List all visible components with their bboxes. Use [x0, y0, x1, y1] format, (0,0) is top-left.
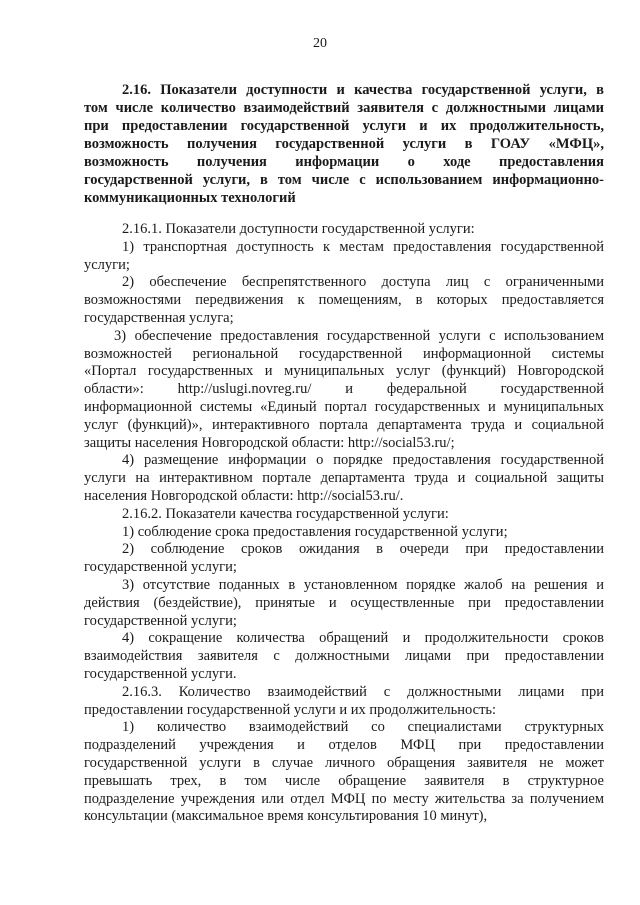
paragraph-line: информационной системы «Единый портал государственных и муниципальных: [84, 398, 604, 415]
paragraph: [84, 274, 604, 327]
paragraph-line: 3) обеспечение предоставления государственной услуги с использованием: [114, 327, 604, 344]
paragraph: [84, 328, 604, 453]
heading-line: 2.16. Показатели доступности и качества государственной услуги, в: [122, 82, 604, 98]
paragraph-line: «Портал государственных и муниципальных услуг (функций) Новгородской: [84, 363, 604, 380]
paragraph: [84, 541, 604, 577]
paragraph: [84, 630, 604, 683]
paragraph-line: 2.16.3. Количество взаимодействий с должностными лицами при: [122, 683, 604, 700]
heading-line: при предоставлении государственной услуги и их продолжительность,: [84, 118, 604, 134]
heading-line: коммуникационных технологий: [84, 190, 296, 206]
paragraph-line: действия (бездействие), принятые и осуществленные при предоставлении: [84, 594, 604, 611]
paragraph-line: государственной услуги;: [84, 559, 237, 576]
paragraph-line: услуги на интерактивном портале департамента труда и социальной защиты: [84, 470, 604, 487]
page-number: 20: [313, 36, 327, 51]
paragraph: [84, 452, 604, 505]
paragraph-line: возможностей региональной государственной информационной системы: [84, 345, 604, 362]
paragraph-line: услуг (функций)», интерактивного портала департамента труда и социальной: [84, 416, 604, 433]
paragraph: [84, 524, 604, 542]
paragraph-line: консультации (максимальное время консультирования 10 минут),: [84, 808, 488, 825]
section-body: [84, 221, 604, 826]
paragraph-line: 4) размещение информации о порядке предоставления государственной: [122, 452, 604, 469]
paragraph-line: превышать трех, в том числе обращение заявителя в структурное: [84, 772, 604, 789]
paragraph-line: взаимодействия заявителя с должностными лицами при предоставлении: [84, 648, 604, 665]
section-heading: [84, 81, 604, 207]
paragraph: [84, 577, 604, 630]
paragraph-line: услуги;: [84, 256, 130, 273]
paragraph-line: 2) обеспечение беспрепятственного доступа лиц с ограниченными: [122, 274, 604, 291]
paragraph-line: области»: http://uslugi.novreg.ru/ и федеральной государственной: [84, 381, 604, 398]
paragraph-line: государственной услуги в случае личного обращения заявителя не может: [84, 754, 604, 771]
heading-line: том числе количество взаимодействий заявителя с должностными лицами: [84, 100, 604, 116]
paragraph-line: государственной услуги;: [84, 612, 237, 629]
paragraph-line: защиты населения Новгородской области: http://social53.ru/;: [84, 434, 455, 451]
paragraph-line: 2.16.2. Показатели качества государственной услуги:: [122, 505, 449, 522]
paragraph-line: подразделение учреждения или отдел МФЦ по месту жительства за получением: [84, 790, 604, 807]
paragraph: [84, 221, 604, 239]
paragraph-line: 4) сокращение количества обращений и продолжительности сроков: [122, 630, 604, 647]
paragraph: [84, 506, 604, 524]
paragraph-line: 2) соблюдение сроков ожидания в очереди при предоставлении: [122, 541, 604, 558]
paragraph-line: подразделений учреждения и отделов МФЦ при предоставлении: [84, 737, 604, 754]
paragraph: [84, 719, 604, 826]
paragraph-line: 3) отсутствие поданных в установленном порядке жалоб на решения и: [122, 576, 604, 593]
paragraph-line: 1) соблюдение срока предоставления государственной услуги;: [122, 523, 508, 540]
paragraph-line: возможностями передвижения к помещениям, в которых предоставляется: [84, 292, 604, 309]
paragraph-line: населения Новгородской области: http://social53.ru/.: [84, 487, 404, 504]
paragraph-line: 1) количество взаимодействий со специалистами структурных: [122, 719, 604, 736]
paragraph-line: государственной услуги.: [84, 665, 237, 682]
heading-line: возможность получения информации о ходе предоставления: [84, 154, 604, 170]
paragraph-line: 1) транспортная доступность к местам предоставления государственной: [122, 238, 604, 255]
paragraph-line: государственная услуга;: [84, 309, 234, 326]
paragraph: [84, 684, 604, 720]
paragraph-line: 2.16.1. Показатели доступности государственной услуги:: [122, 221, 475, 237]
heading-line: государственной услуги, в том числе с использованием информационно-: [84, 172, 604, 188]
heading-line: возможность получения государственной услуги в ГОАУ «МФЦ»,: [84, 136, 604, 152]
paragraph: [84, 239, 604, 275]
paragraph-line: предоставлении государственной услуги и их продолжительность:: [84, 701, 497, 718]
